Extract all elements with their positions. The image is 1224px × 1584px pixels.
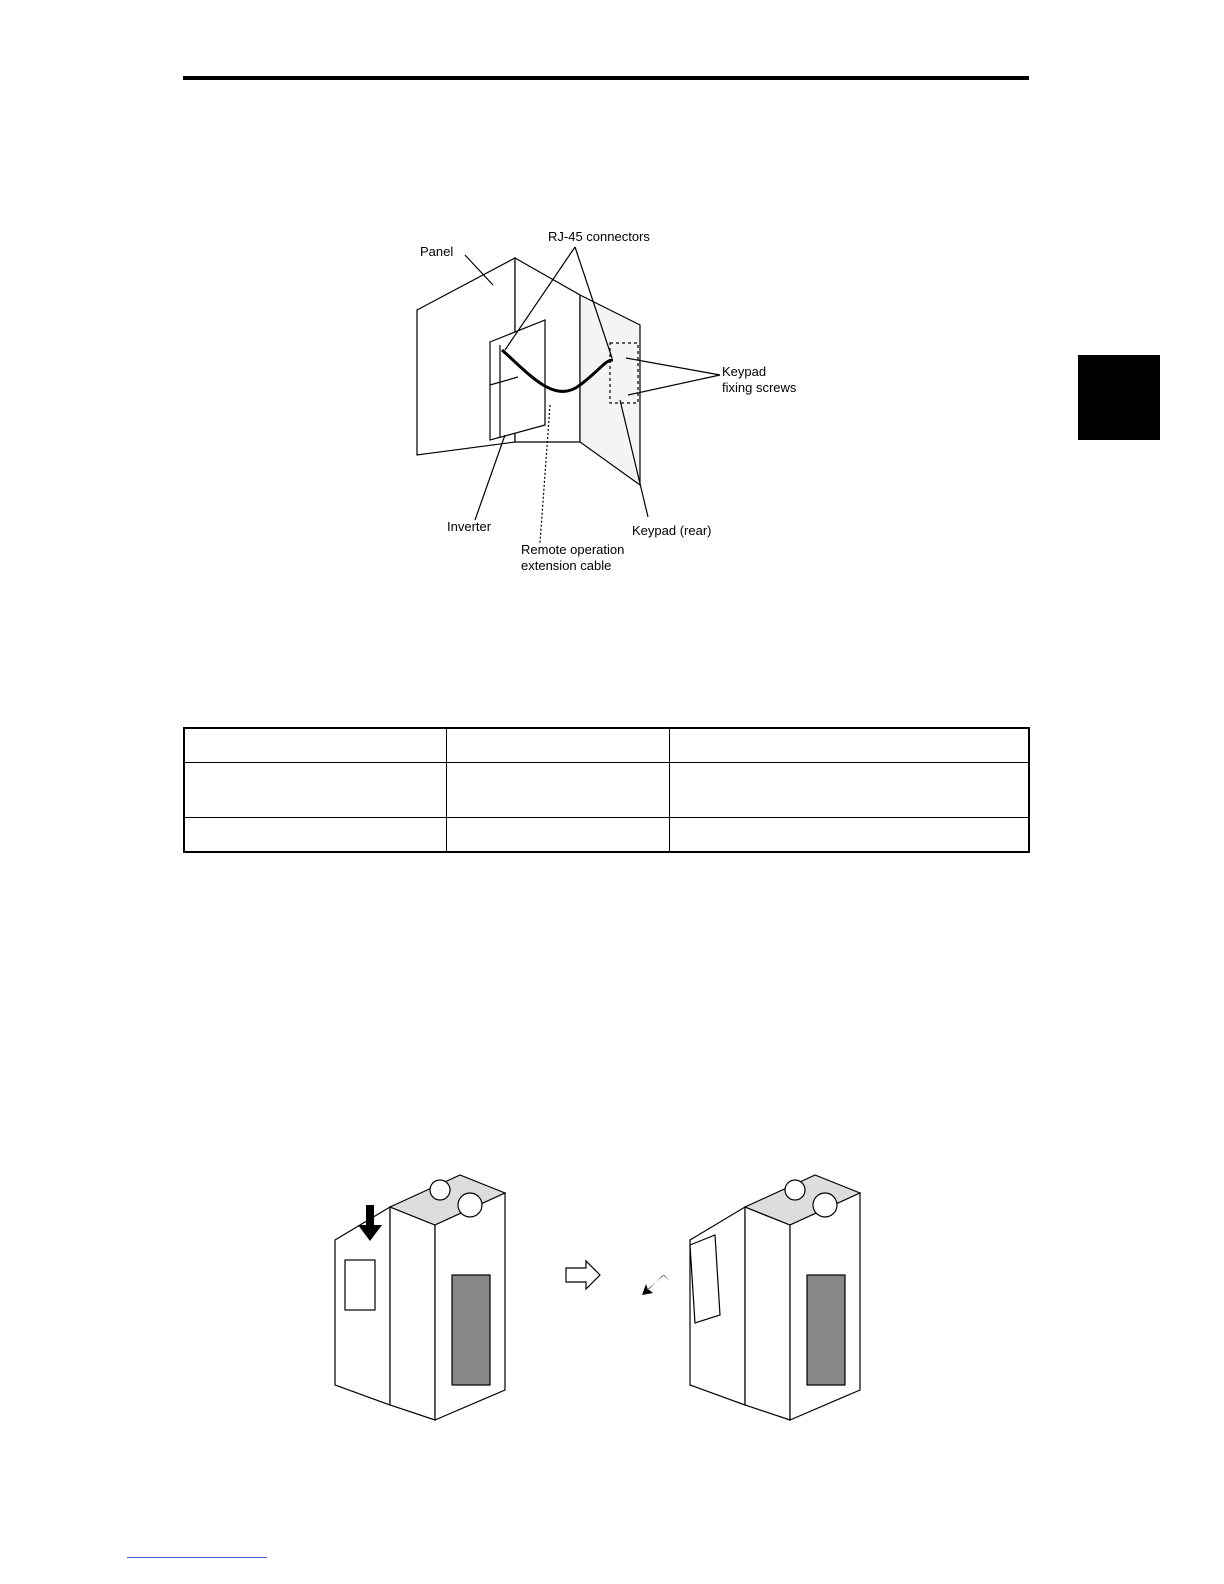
arrow-down-left-icon — [642, 1275, 670, 1295]
inverter-before — [335, 1175, 505, 1420]
table-cell — [669, 728, 1029, 763]
label-keypad-fixing-screws-1: Keypad — [722, 364, 767, 379]
inverter-after — [690, 1175, 860, 1420]
spec-table — [183, 727, 1030, 853]
table-cell — [184, 728, 446, 763]
table-row — [184, 763, 1029, 818]
label-cable-1: Remote operation — [521, 542, 625, 557]
chapter-tab — [1078, 355, 1160, 440]
table-cell — [446, 763, 669, 818]
label-panel: Panel — [420, 244, 454, 259]
table-cell — [446, 728, 669, 763]
label-rj45-connectors: RJ-45 connectors — [548, 229, 650, 244]
label-inverter: Inverter — [447, 519, 492, 534]
table-cell — [184, 763, 446, 818]
table-row — [184, 818, 1029, 853]
inverter-removal-diagram — [330, 1165, 900, 1430]
table-cell — [184, 818, 446, 853]
table-cell — [669, 818, 1029, 853]
arrow-right-icon — [566, 1261, 600, 1289]
panel-diagram — [380, 225, 820, 585]
table-cell — [446, 818, 669, 853]
footer-link-underline[interactable] — [127, 1557, 267, 1558]
header-rule — [183, 76, 1029, 80]
label-keypad-fixing-screws-2: fixing screws — [722, 380, 797, 395]
table-row — [184, 728, 1029, 763]
table-cell — [669, 763, 1029, 818]
label-cable-2: extension cable — [521, 558, 612, 573]
label-keypad-rear: Keypad (rear) — [632, 523, 712, 538]
